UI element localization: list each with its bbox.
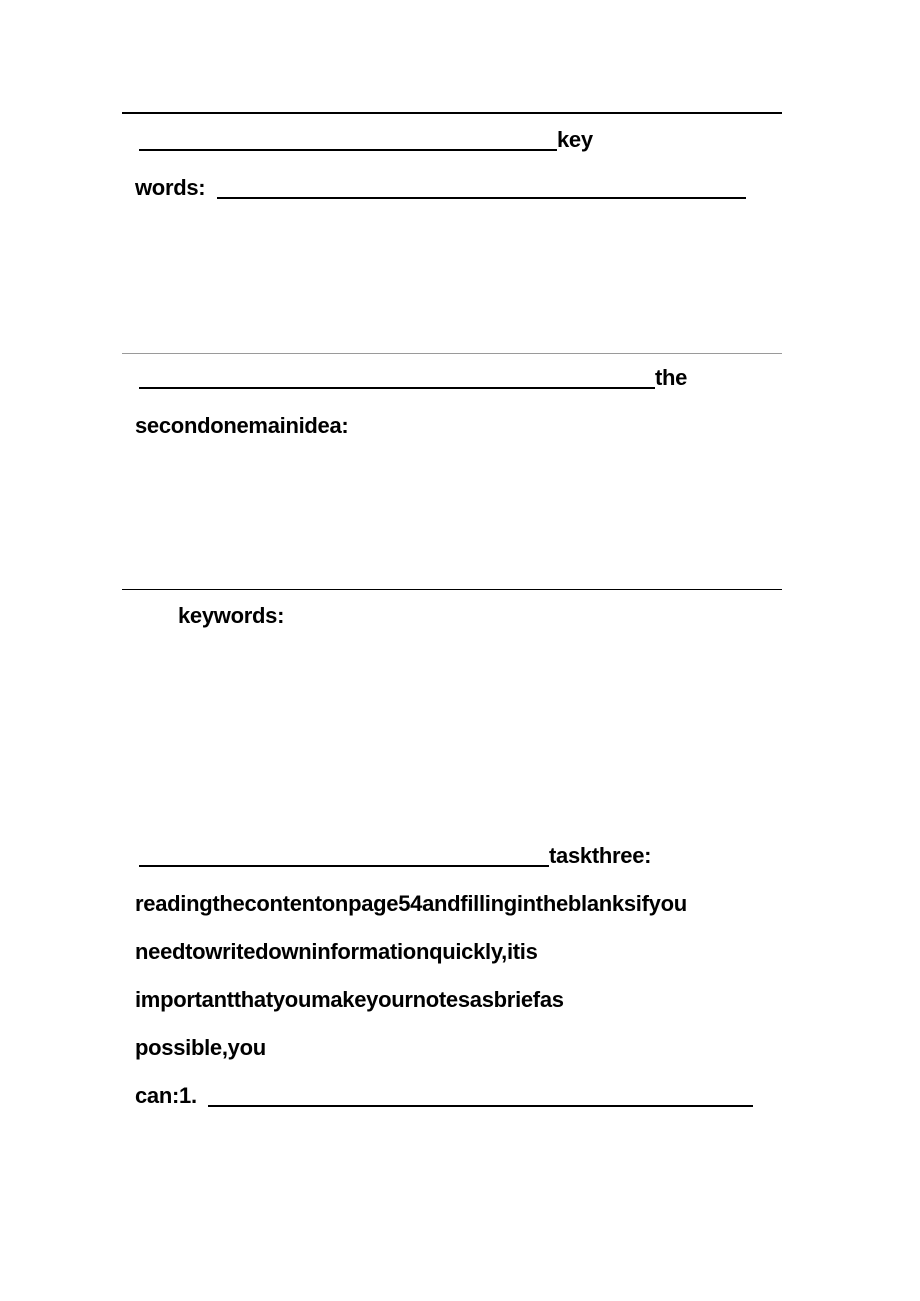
- fill-in-blank-key[interactable]: [139, 133, 557, 151]
- section-keywords: [135, 592, 783, 640]
- label-second-main-idea: secondonemainidea:: [135, 413, 349, 438]
- fill-in-blank-second-main-idea[interactable]: [139, 371, 655, 389]
- section-key-words: [135, 116, 783, 212]
- text-task-body-3: importantthatyoumakeyournotesasbriefas: [135, 987, 564, 1012]
- line-task-body-4: [135, 1024, 783, 1072]
- text-task-body-1: readingthecontentonpage54andfillingintheblanksifyou: [135, 891, 687, 916]
- line-task-body-2: [135, 928, 783, 976]
- fill-in-blank-words[interactable]: [217, 181, 746, 199]
- text-task-body-2: needtowritedowninformationquickly,itis: [135, 939, 538, 964]
- line-second-main-idea: [135, 402, 783, 450]
- section-second-main-idea: [135, 354, 783, 450]
- line-task-body-3: [135, 976, 783, 1024]
- label-words: words:: [135, 175, 206, 200]
- line-words: [135, 164, 783, 212]
- section-divider-key-words: [122, 112, 782, 114]
- text-task-three: taskthree:: [549, 843, 652, 868]
- section-divider-keywords: [122, 589, 782, 590]
- text-task-body-4: possible,you: [135, 1035, 266, 1060]
- label-keywords: keywords:: [178, 603, 285, 628]
- line-the: [135, 354, 783, 402]
- text-the: the: [655, 365, 688, 390]
- line-task-three: [135, 832, 783, 880]
- text-key: key: [557, 127, 593, 152]
- fill-in-blank-task-three[interactable]: [139, 849, 549, 867]
- label-can: can:1.: [135, 1083, 197, 1108]
- line-keywords: [135, 592, 783, 640]
- fill-in-blank-can[interactable]: [208, 1089, 753, 1107]
- line-task-body-1: [135, 880, 783, 928]
- line-key: [135, 116, 783, 164]
- section-task-three: [135, 832, 783, 1120]
- line-can: [135, 1072, 783, 1120]
